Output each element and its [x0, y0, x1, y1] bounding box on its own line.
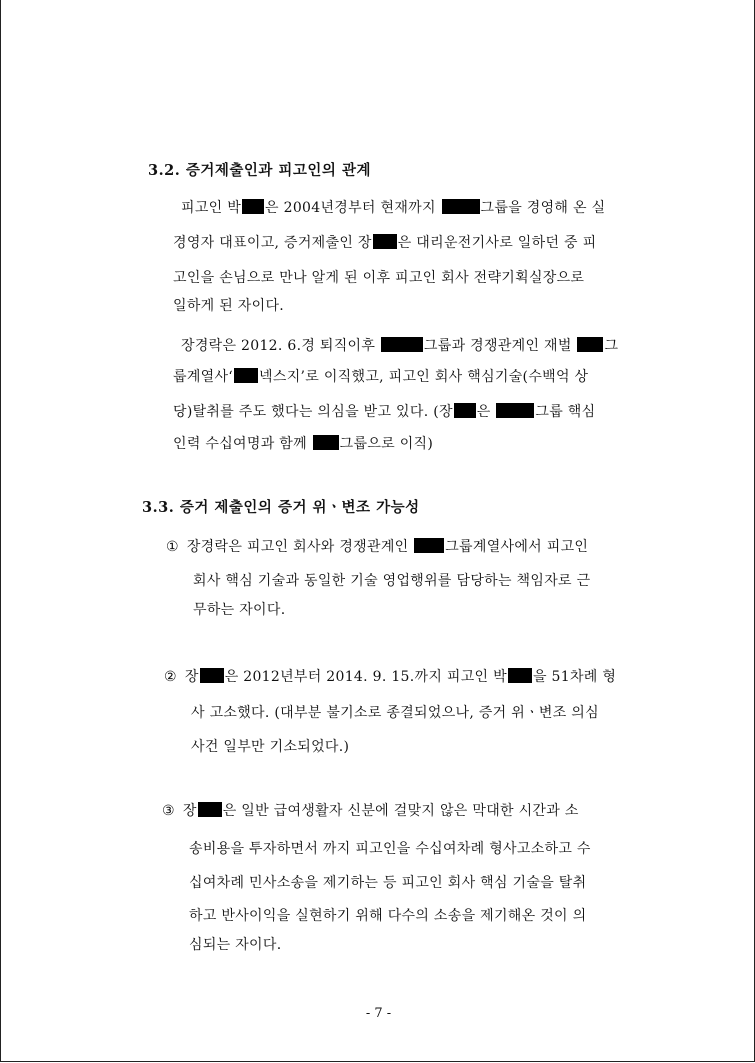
redaction-box: [234, 368, 258, 383]
text-span: 장: [182, 803, 197, 819]
paragraph-line: [191, 736, 349, 756]
paragraph-line: [173, 366, 588, 386]
text-span: 은 2012년부터 2014. 9. 15.까지 피고인 박: [224, 669, 507, 685]
text-span: 하고 반사이익을 실현하기 위해 다수의 소송을 제기해온 것이 의: [189, 908, 587, 924]
text-span: 그룹을 경영해 온 실: [480, 200, 606, 216]
redaction-box: [442, 199, 480, 214]
redaction-box: [414, 538, 444, 553]
redaction-box: [242, 199, 264, 214]
paragraph-line: [173, 267, 584, 287]
item-marker: ①: [166, 539, 179, 555]
text-span: 십여차례 민사소송을 제기하는 등 피고인 회사 핵심 기술을 탈취: [189, 875, 587, 891]
text-span: 은: [476, 404, 496, 420]
paragraph-line: [193, 570, 590, 590]
text-span: 사건 일부만 기소되었다.): [191, 739, 350, 755]
text-span: 인력 수십여명과 함께: [173, 436, 312, 452]
text-span: 은 2004년경부터 현재까지: [265, 200, 441, 216]
redaction-box: [373, 234, 397, 249]
section-heading-3-2: 3.2. 증거제출인과 피고인의 관계: [148, 162, 372, 179]
paragraph-line: [189, 838, 591, 858]
page-number: - 7 -: [365, 1006, 392, 1021]
text-span: 심되는 자이다.: [189, 937, 282, 953]
paragraph-line: [173, 433, 433, 453]
text-span: 은 일반 급여생활자 신분에 걸맞지 않은 막대한 시간과 소: [222, 803, 579, 819]
paragraph-line: [173, 295, 284, 315]
text-span: 그: [604, 338, 619, 354]
text-span: 그룹과 경쟁관계인 재벌: [423, 338, 577, 354]
redaction-box: [454, 403, 476, 418]
list-item-2: [164, 666, 616, 686]
paragraph-line: [193, 599, 285, 619]
text-span: 넥스지’로 이직했고, 피고인 회사 핵심기술(수백억 상: [259, 369, 589, 385]
paragraph-line: [181, 335, 618, 355]
paragraph-line: [191, 702, 599, 722]
redaction-box: [381, 337, 423, 352]
list-item-3: [162, 800, 579, 820]
redaction-box: [496, 403, 534, 418]
text-span: 을 51차례 형: [532, 669, 617, 685]
paragraph-line: [189, 872, 586, 892]
list-item-1: [166, 536, 588, 556]
section-heading-3-3: 3.3. 증거 제출인의 증거 위ㆍ변조 가능성: [142, 499, 420, 516]
text-span: 송비용을 투자하면서 까지 피고인을 수십여차례 형사고소하고 수: [189, 841, 591, 857]
text-span: 은 대리운전기사로 일하던 중 피: [397, 235, 597, 251]
text-span: 장경락은 2012. 6.경 퇴직이후: [181, 338, 380, 354]
text-span: 회사 핵심 기술과 동일한 기술 영업행위를 담당하는 책임자로 근: [193, 573, 591, 589]
item-marker: ③: [162, 803, 175, 819]
redaction-box: [577, 337, 603, 352]
paragraph-line: [189, 934, 281, 954]
redaction-box: [313, 435, 339, 450]
paragraph-line: [173, 232, 596, 252]
text-span: 경영자 대표이고, 증거제출인 장: [173, 235, 372, 251]
redaction-box: [508, 668, 532, 683]
text-span: 그룹으로 이직): [339, 436, 434, 452]
text-span: 일하게 된 자이다.: [173, 298, 285, 314]
text-span: 그룹계열사에서 피고인: [445, 539, 589, 555]
text-span: 당)탈취를 주도 했다는 의심을 받고 있다. (장: [173, 404, 453, 420]
text-span: 무하는 자이다.: [193, 602, 286, 618]
text-span: 피고인 박: [181, 200, 242, 216]
text-span: 고인을 손님으로 만나 알게 된 이후 피고인 회사 전략기획실장으로: [173, 270, 585, 286]
redaction-box: [200, 668, 224, 683]
paragraph-line: [189, 905, 586, 925]
text-span: 룹계열사‘: [173, 369, 234, 385]
paragraph-line: [173, 401, 595, 421]
redaction-box: [198, 802, 222, 817]
text-span: 장경락은 피고인 회사와 경쟁관계인: [186, 539, 414, 555]
text-span: 그룹 핵심: [535, 404, 596, 420]
text-span: 장: [184, 669, 199, 685]
paragraph-line: [181, 197, 605, 217]
text-span: 사 고소했다. (대부분 불기소로 종결되었으나, 증거 위ㆍ변조 의심: [191, 705, 599, 721]
item-marker: ②: [164, 669, 177, 685]
